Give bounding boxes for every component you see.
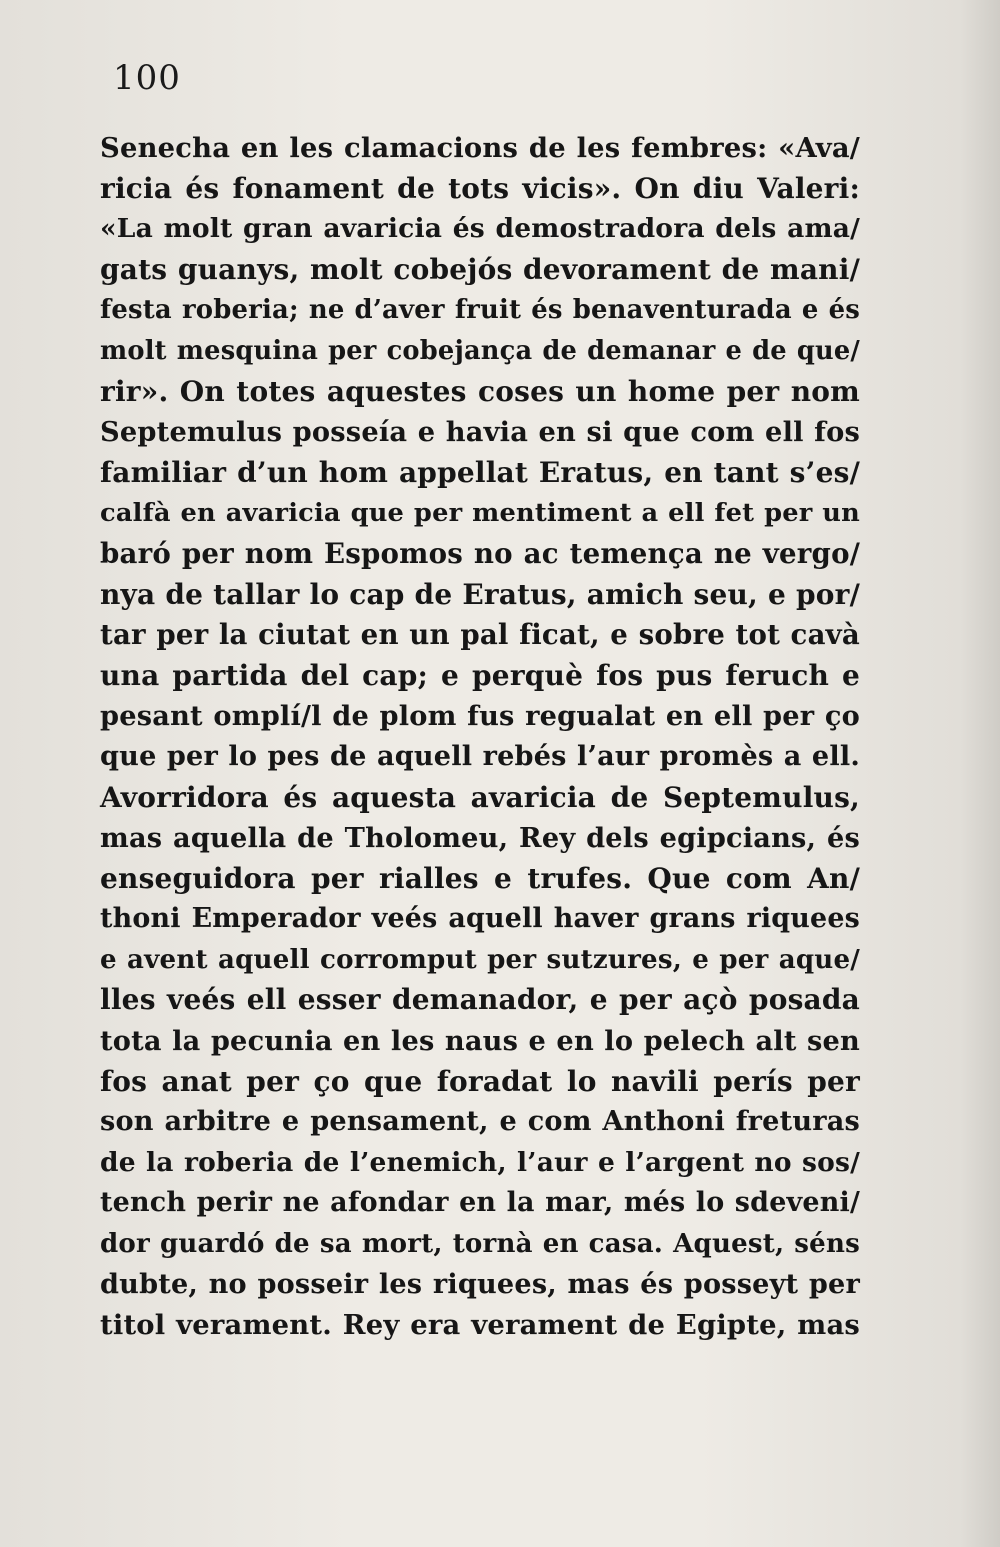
text-line: familiar d’un hom appellat Eratus, en tant s’es/ xyxy=(100,455,860,489)
body-text xyxy=(100,128,860,1346)
text-line: lles veés ell esser demanador, e per açò posada xyxy=(100,983,860,1017)
text-line: dubte, no posseir les riquees, mas és posseyt per xyxy=(100,1268,860,1300)
text-line: tench perir ne afondar en la mar, més lo sdeveni/ xyxy=(100,1187,860,1219)
page-number: 100 xyxy=(113,58,181,98)
text-line: que per lo pes de aquell rebés l’aur promès a ell. xyxy=(100,740,860,772)
text-line: de la roberia de l’enemich, l’aur e l’argent no sos/ xyxy=(100,1146,860,1178)
text-line: fos anat per ço que foradat lo navili perís per xyxy=(100,1064,860,1098)
text-line: enseguidora per rialles e trufes. Que com An/ xyxy=(100,861,860,895)
text-line: Septemulus posseía e havia en si que com ell fos xyxy=(100,416,860,449)
text-line: pesant omplí/l de plom fus regualat en ell per ço xyxy=(100,700,860,733)
text-line: mas aquella de Tholomeu, Rey dels egipcians, és xyxy=(100,822,860,855)
text-line: festa roberia; ne d’aver fruit és benaventurada e és xyxy=(100,295,860,326)
text-line: Senecha en les clamacions de les fembres: «Ava/ xyxy=(100,132,860,164)
text-line: tar per la ciutat en un pal ficat, e sobre tot cavà xyxy=(100,618,860,652)
text-line: ricia és fonament de tots vicis». On diu Valeri: xyxy=(100,171,860,205)
text-line: gats guanys, molt cobejós devorament de mani/ xyxy=(100,252,860,286)
text-line: son arbitre e pensament, e com Anthoni freturas xyxy=(100,1106,860,1138)
text-line: calfà en avaricia que per mentiment a ell fet per un xyxy=(100,498,860,529)
text-line: thoni Emperador veés aquell haver grans riquees xyxy=(100,903,860,935)
text-line: «La molt gran avaricia és demostradora dels ama/ xyxy=(100,213,860,245)
text-line: titol verament. Rey era verament de Egipte, mas xyxy=(100,1309,860,1342)
text-line: rir». On totes aquestes coses un home per nom xyxy=(100,374,860,408)
text-line: Avorridora és aquesta avaricia de Septemulus, xyxy=(100,780,860,814)
text-line: baró per nom Espomos no ac temença ne vergo/ xyxy=(100,536,860,570)
text-line: molt mesquina per cobejança de demanar e de que/ xyxy=(100,335,860,366)
text-line: tota la pecunia en les naus e en lo pelech alt sen xyxy=(100,1025,860,1058)
text-line: dor guardó de sa mort, tornà en casa. Aquest, séns xyxy=(100,1229,860,1260)
text-line: una partida del cap; e perquè fos pus feruch e xyxy=(100,658,860,692)
text-line: nya de tallar lo cap de Eratus, amich seu, e por/ xyxy=(100,577,860,611)
text-line: e avent aquell corromput per sutzures, e per aque/ xyxy=(100,943,860,975)
